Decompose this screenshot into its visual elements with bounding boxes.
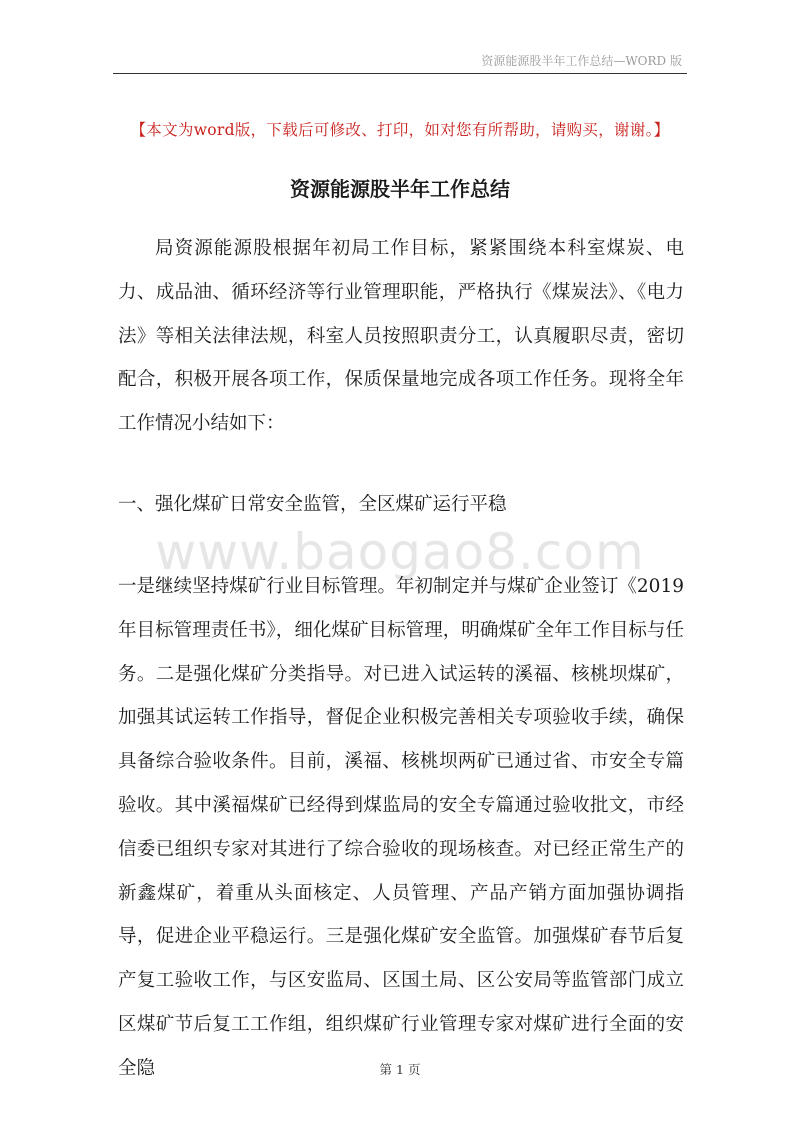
page-header-text: 资源能源股半年工作总结—WORD 版 [481,54,682,68]
intro-paragraph: 局资源能源股根据年初局工作目标，紧紧围绕本科室煤炭、电力、成品油、循环经济等行业管理职能，严格执行《煤炭法》、《电力法》等相关法律法规，科室人员按照职责分工，认真履职尽责，密切配合，积极开展各项工作，保质保量地完成各项工作任务。现将全年工作情况小结如下： [118,238,684,435]
purchase-notice: 【本文为word版，下载后可修改、打印，如对您有所帮助，请购买，谢谢。】 [130,121,670,139]
header-divider [113,73,687,74]
page-number: 第 1 页 [379,1062,421,1077]
document-title: 资源能源股半年工作总结 [290,177,510,201]
section-paragraph: 一是继续坚持煤矿行业目标管理。年初制定并与煤矿企业签订《2019年目标管理责任书》，细化煤矿目标管理，明确煤矿全年工作目标与任务。二是强化煤矿分类指导。对已进入试运转的溪福、核桃坝煤矿，加强其试运转工作指导，督促企业积极完善相关专项验收手续，确保具备综合验收条件。目前，溪福、核桃坝两矿已通过省、市安全专篇验收。其中溪福煤矿已经得到煤监局的安全专篇通过验收批文，市经信委已组织专家对其进行了综合验收的现场核查。对已经正常生产的新鑫煤矿，着重从头面核定、人员管理、产品产销方面加强协调指导，促进企业平稳运行。三是强化煤矿安全监管。加强煤矿春节后复产复工验收工作，与区安监局、区国土局、区公安局等监管部门成立区煤矿节后复工工作组，组织煤矿行业管理专家对煤矿进行全面的安全隐 [118,576,684,1079]
section-heading: 一、强化煤矿日常安全监管，全区煤矿运行平稳 [118,494,507,515]
watermark: www.baogao8.com [155,523,645,581]
